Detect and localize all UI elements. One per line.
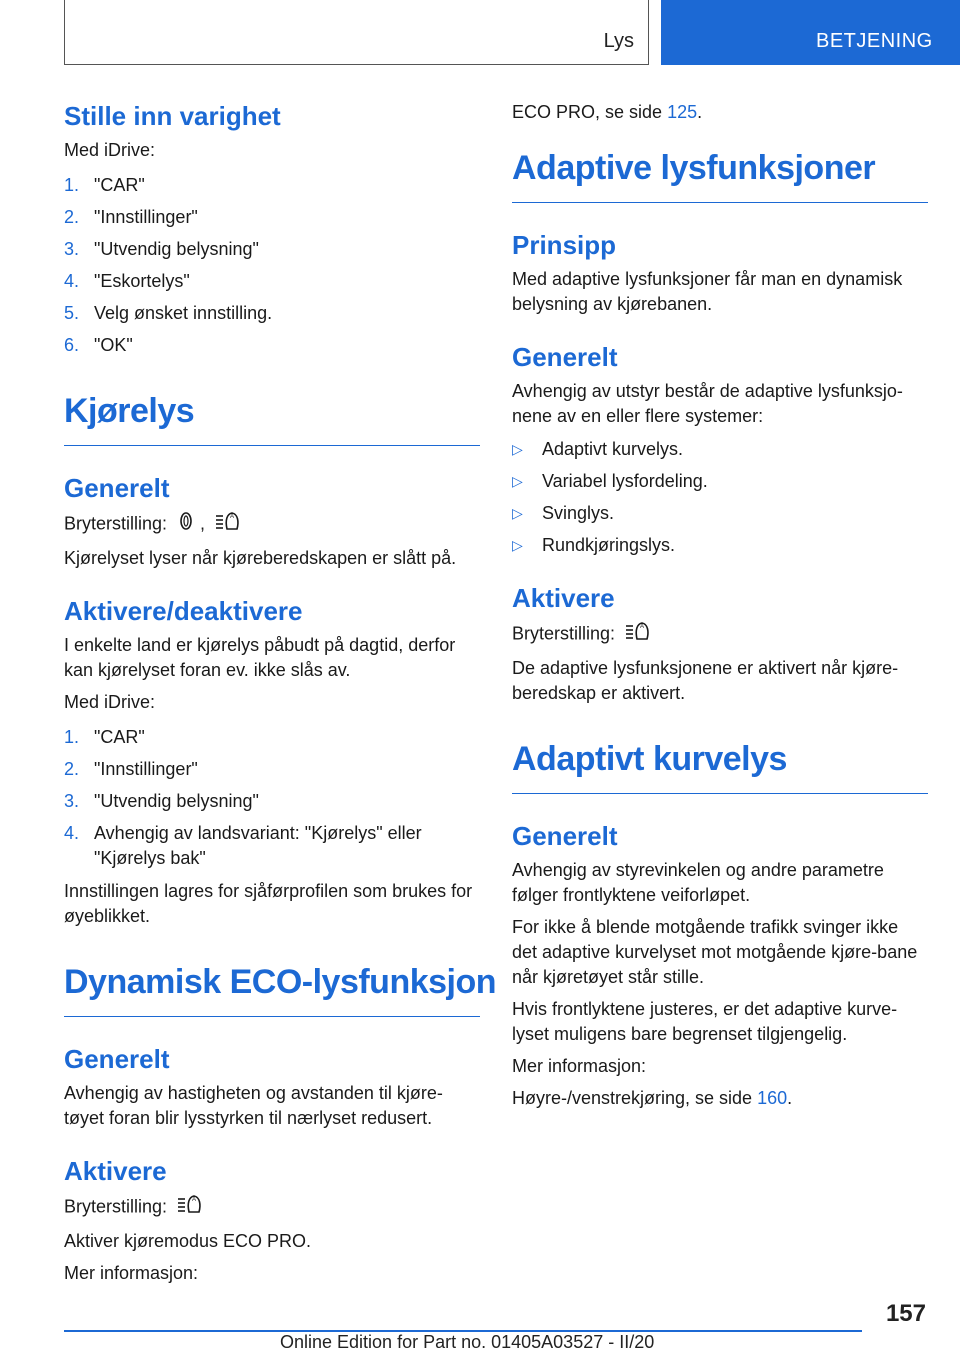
auto-headlight-icon: [176, 1193, 202, 1222]
right-column: [512, 100, 928, 1118]
text-med-idrive: Med iDrive:: [64, 140, 156, 160]
step-number: 3.: [64, 239, 80, 259]
step-number: 1.: [64, 175, 80, 195]
section-title: Lys: [603, 30, 634, 52]
list-item: [64, 725, 480, 750]
text-justeres: Hvis frontlyktene justeres, er det adaptive kurve-lyset muligens bare begrenset tilgjengelig.: [512, 999, 898, 1044]
step-text: "Utvendig belysning": [94, 791, 259, 811]
list-item: [512, 437, 928, 462]
list-item: [64, 205, 480, 230]
list-item: [64, 173, 480, 198]
step-text: Velg ønsket innstilling.: [94, 303, 273, 323]
bullet-text: Svinglys.: [542, 503, 615, 523]
ref-period: .: [787, 1088, 793, 1108]
text-bryterstilling-2: [64, 1193, 480, 1222]
step-text: "Eskortelys": [94, 271, 190, 291]
text-utstyr: Avhengig av utstyr består de adaptive lysfunksjo-nene av en eller flere systemer:: [512, 381, 903, 426]
step-text: Avhengig av landsvariant: "Kjørelys" eller "Kjørelys bak": [94, 823, 422, 868]
chapter-heading-kurvelys: Adaptivt kurvelys: [512, 740, 928, 794]
list-item: [512, 469, 928, 494]
step-text: "Innstillinger": [94, 759, 198, 779]
svg-text:A: A: [640, 624, 645, 630]
bryterstilling-label: Bryterstilling:: [64, 513, 168, 534]
heading-prinsipp: Prinsipp: [512, 230, 617, 260]
triangle-bullet-icon: ▷: [512, 537, 523, 553]
heading-generelt-3: Generelt: [512, 342, 618, 372]
list-item: [512, 501, 928, 526]
triangle-bullet-icon: ▷: [512, 505, 523, 521]
text-mer-informasjon-2: Mer informasjon:: [512, 1056, 647, 1076]
list-item: [64, 237, 480, 262]
step-text: "OK": [94, 335, 133, 355]
bullet-text: Variabel lysfordeling.: [542, 471, 708, 491]
text-enkelte-land: I enkelte land er kjørelys påbudt på dagtid, derfor kan kjørelyset foran ev. ikke slås av.: [64, 635, 456, 680]
text-prinsipp: Med adaptive lysfunksjoner får man en dynamisk belysning av kjørebanen.: [512, 269, 903, 314]
text-styrevinkel: Avhengig av styrevinkelen og andre parametre følger frontlyktene veiforløpet.: [512, 860, 884, 905]
left-column: [64, 100, 497, 1293]
page-link-125[interactable]: 125: [667, 102, 698, 122]
header-chapter-tab[interactable]: [661, 0, 960, 65]
header-section-box: [64, 0, 649, 65]
text-eco-pro-ref: [512, 100, 928, 125]
svg-text:A: A: [230, 514, 235, 520]
steps-list-varighet: [64, 173, 480, 358]
text-mer-informasjon: Mer informasjon:: [64, 1263, 199, 1283]
triangle-bullet-icon: ▷: [512, 473, 523, 489]
step-number: 1.: [64, 727, 80, 747]
ref-period: .: [697, 102, 703, 122]
chapter-heading-adaptive: Adaptive lysfunksjoner: [512, 149, 928, 203]
heading-aktivere-deaktivere: Aktivere/deaktivere: [64, 596, 303, 626]
text-kjorelyset: Kjørelyset lyser når kjøreberedskapen er slått på.: [64, 548, 457, 568]
auto-headlight-icon: [624, 620, 650, 649]
triangle-bullet-icon: ▷: [512, 441, 523, 457]
svg-text:A: A: [192, 1197, 197, 1203]
edition-text: Online Edition for Part no. 01405A03527 - II/20: [280, 1332, 655, 1352]
text-hoyre-venstre-ref: [512, 1086, 928, 1111]
chapter-heading-kjorelys: Kjørelys: [64, 392, 480, 446]
separator: ,: [200, 513, 206, 534]
page-number: 157: [885, 1300, 926, 1327]
text-bryterstilling: [64, 510, 480, 539]
ref-text: Høyre-/venstrekjøring, se side: [512, 1088, 753, 1108]
text-innstillingen-lagres: Innstillingen lagres for sjåførprofilen som brukes for øyeblikket.: [64, 881, 473, 926]
text-aktivert: De adaptive lysfunksjonene er aktivert når kjøre-beredskap er aktivert.: [512, 658, 899, 703]
list-item: [64, 333, 480, 358]
list-item: [64, 269, 480, 294]
step-text: "Utvendig belysning": [94, 239, 259, 259]
heading-generelt: Generelt: [64, 473, 170, 503]
list-item: [64, 821, 480, 871]
step-number: 6.: [64, 335, 80, 355]
chapter-heading-eco: Dynamisk ECO-lysfunksjon: [64, 963, 480, 1017]
text-hastighet: Avhengig av hastigheten og avstanden til kjøre-tøyet foran blir lysstyrken til nærlyset redusert.: [64, 1083, 443, 1128]
text-aktiver-eco: Aktiver kjøremodus ECO PRO.: [64, 1231, 312, 1251]
list-item: [64, 789, 480, 814]
page-link-160[interactable]: 160: [757, 1088, 788, 1108]
bullet-text: Rundkjøringslys.: [542, 535, 676, 555]
text-med-idrive-2: Med iDrive:: [64, 692, 156, 712]
text-bryterstilling-3: [512, 620, 928, 649]
step-number: 2.: [64, 207, 80, 227]
step-number: 4.: [64, 823, 80, 843]
chapter-title: BETJENING: [816, 30, 933, 52]
step-number: 2.: [64, 759, 80, 779]
steps-list-kjorelys: [64, 725, 480, 871]
step-number: 5.: [64, 303, 80, 323]
heading-generelt-4: Generelt: [512, 821, 618, 851]
auto-headlight-icon: [214, 510, 240, 539]
bryterstilling-label: Bryterstilling:: [64, 1196, 168, 1217]
bullet-text: Adaptivt kurvelys.: [542, 439, 684, 459]
step-text: "CAR": [94, 727, 145, 747]
heading-stille-inn-varighet: Stille inn varighet: [64, 101, 281, 131]
step-number: 3.: [64, 791, 80, 811]
heading-aktivere: Aktivere: [64, 1156, 167, 1186]
heading-aktivere-2: Aktivere: [512, 583, 615, 613]
list-item: [512, 533, 928, 558]
step-text: "CAR": [94, 175, 145, 195]
light-off-switch-icon: [176, 510, 196, 539]
bryterstilling-label: Bryterstilling:: [512, 623, 616, 644]
text-blende: For ikke å blende motgående trafikk svinger ikke det adaptive kurvelyset mot motgående kjøre-bane når kjøretøyet står stille.: [512, 917, 918, 987]
ref-text: ECO PRO, se side: [512, 102, 663, 122]
heading-generelt-2: Generelt: [64, 1044, 170, 1074]
function-list: [512, 437, 928, 558]
step-number: 4.: [64, 271, 80, 291]
list-item: [64, 757, 480, 782]
step-text: "Innstillinger": [94, 207, 198, 227]
list-item: [64, 301, 480, 326]
